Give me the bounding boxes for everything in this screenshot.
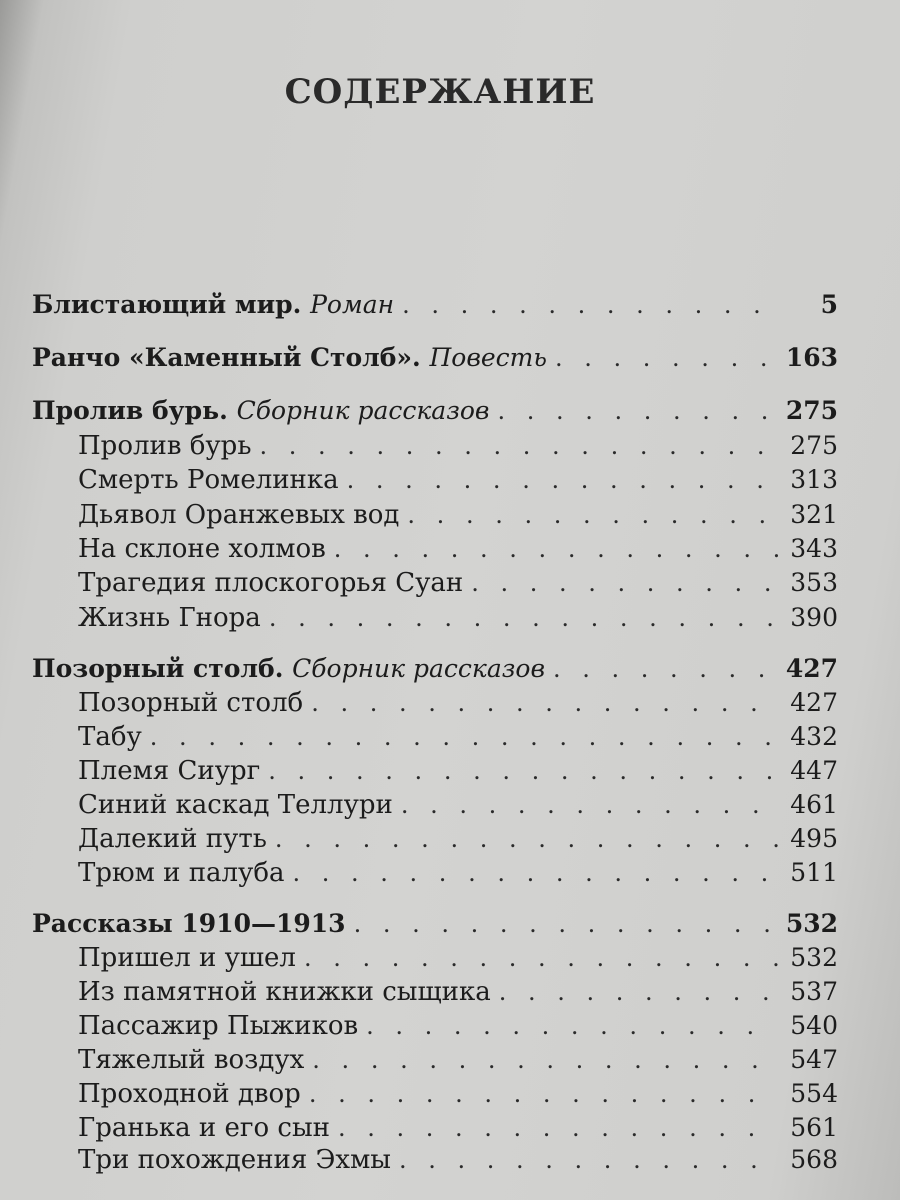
- dot-leader: [555, 344, 778, 372]
- dot-leader: [366, 1012, 778, 1040]
- dot-leader: [553, 655, 778, 683]
- toc-entry: [32, 396, 838, 428]
- toc-subentry: [78, 1145, 838, 1177]
- dot-leader: [338, 1114, 778, 1142]
- dot-leader: [312, 1046, 778, 1074]
- dot-leader: [269, 604, 778, 632]
- dot-leader: [304, 944, 778, 972]
- dot-leader: [347, 466, 778, 494]
- entry-label: [32, 396, 489, 425]
- toc-subentry: [78, 568, 838, 600]
- toc-subentry: [78, 688, 838, 720]
- dot-leader: [471, 569, 778, 597]
- page-number: 343: [790, 534, 838, 563]
- dot-leader: [401, 791, 778, 819]
- entry-title: Пассажир Пыжиков: [78, 1011, 359, 1041]
- page-number: 432: [790, 722, 838, 751]
- toc-subentry: [78, 858, 838, 890]
- entry-genre: Повесть: [429, 343, 548, 372]
- page-number: 511: [790, 858, 838, 887]
- entry-title: Из памятной книжки сыщика: [78, 977, 491, 1007]
- entry-title: На склоне холмов: [78, 534, 326, 564]
- entry-title: Проходной двор: [78, 1079, 301, 1109]
- toc-subentry: [78, 722, 838, 754]
- entry-title: Пролив бурь.: [32, 396, 228, 425]
- page-number: 275: [785, 396, 838, 425]
- toc-subentry: [78, 1113, 838, 1145]
- entry-title: Смерть Ромелинка: [78, 465, 339, 495]
- dot-leader: [497, 397, 777, 425]
- page-number: 532: [785, 909, 838, 938]
- page-number: 495: [790, 824, 838, 853]
- toc-subentry: [78, 431, 838, 463]
- toc-entry: [32, 909, 838, 941]
- entry-genre: Роман: [310, 290, 395, 319]
- toc-subentry: [78, 1045, 838, 1077]
- entry-label: [32, 654, 545, 683]
- entry-genre: Сборник рассказов: [236, 396, 490, 425]
- toc-subentry: [78, 824, 838, 856]
- entry-title: Позорный столб.: [32, 654, 284, 683]
- dot-leader: [334, 535, 778, 563]
- toc-subentry: [78, 1079, 838, 1111]
- page-number: 561: [790, 1113, 838, 1142]
- page-number: 321: [790, 500, 838, 529]
- entry-title: Дьявол Оранжевых вод: [78, 500, 400, 530]
- dot-leader: [399, 1146, 778, 1174]
- page-number: 568: [790, 1145, 838, 1174]
- page-number: 275: [790, 431, 838, 460]
- entry-title: Рассказы 1910—1913: [32, 909, 346, 938]
- page-number: 390: [790, 603, 838, 632]
- entry-title: Ранчо «Каменный Столб».: [32, 343, 421, 372]
- dot-leader: [293, 859, 778, 887]
- toc-subentry: [78, 756, 838, 788]
- dot-leader: [407, 501, 778, 529]
- entry-label: [32, 343, 547, 372]
- dot-leader: [150, 723, 778, 751]
- page-number: 532: [790, 943, 838, 972]
- dot-leader: [309, 1080, 778, 1108]
- page-number: 427: [785, 654, 838, 683]
- entry-label: [32, 290, 394, 319]
- dot-leader: [354, 910, 778, 938]
- toc-entry: [32, 654, 838, 686]
- entry-title: Трюм и палуба: [78, 858, 285, 888]
- entry-title: Племя Сиург: [78, 756, 261, 786]
- entry-title: Трагедия плоскогорья Суан: [78, 568, 464, 598]
- toc-subentry: [78, 534, 838, 566]
- toc-subentry: [78, 790, 838, 822]
- page-number: 163: [785, 343, 838, 372]
- entry-title: Гранька и его сын: [78, 1113, 330, 1143]
- toc-entry: [32, 290, 838, 322]
- page-number: 5: [820, 290, 838, 319]
- page-number: 547: [790, 1045, 838, 1074]
- toc-entry: [32, 343, 838, 375]
- dot-leader: [268, 757, 778, 785]
- dot-leader: [275, 825, 778, 853]
- toc-subentry: [78, 465, 838, 497]
- toc-subentry: [78, 977, 838, 1009]
- dot-leader: [499, 978, 778, 1006]
- entry-title: Синий каскад Теллури: [78, 790, 393, 820]
- entry-title: Пролив бурь: [78, 431, 252, 461]
- page-number: 537: [790, 977, 838, 1006]
- page-number: 427: [790, 688, 838, 717]
- dot-leader: [259, 432, 778, 460]
- entry-title: Далекий путь: [78, 824, 267, 854]
- page-number: 447: [790, 756, 838, 785]
- page-number: 461: [790, 790, 838, 819]
- toc-subentry: [78, 500, 838, 532]
- toc-subentry: [78, 943, 838, 975]
- entry-title: Блистающий мир.: [32, 290, 302, 319]
- page-number: 540: [790, 1011, 838, 1040]
- page-number: 313: [790, 465, 838, 494]
- entry-genre: Сборник рассказов: [292, 654, 545, 683]
- toc-subentry: [78, 1011, 838, 1043]
- dot-leader: [311, 689, 778, 717]
- entry-title: Позорный столб: [78, 688, 304, 718]
- toc-subentry: [78, 603, 838, 635]
- entry-title: Жизнь Гнора: [78, 603, 261, 633]
- entry-title: Тяжелый воздух: [78, 1045, 305, 1075]
- entry-title: Пришел и ушел: [78, 943, 296, 973]
- entry-title: Три похождения Эхмы: [78, 1145, 391, 1175]
- page-title: СОДЕРЖАНИЕ: [284, 72, 596, 112]
- entry-title: Табу: [78, 722, 142, 752]
- page-number: 554: [790, 1079, 838, 1108]
- dot-leader: [402, 291, 778, 319]
- page-number: 353: [790, 568, 838, 597]
